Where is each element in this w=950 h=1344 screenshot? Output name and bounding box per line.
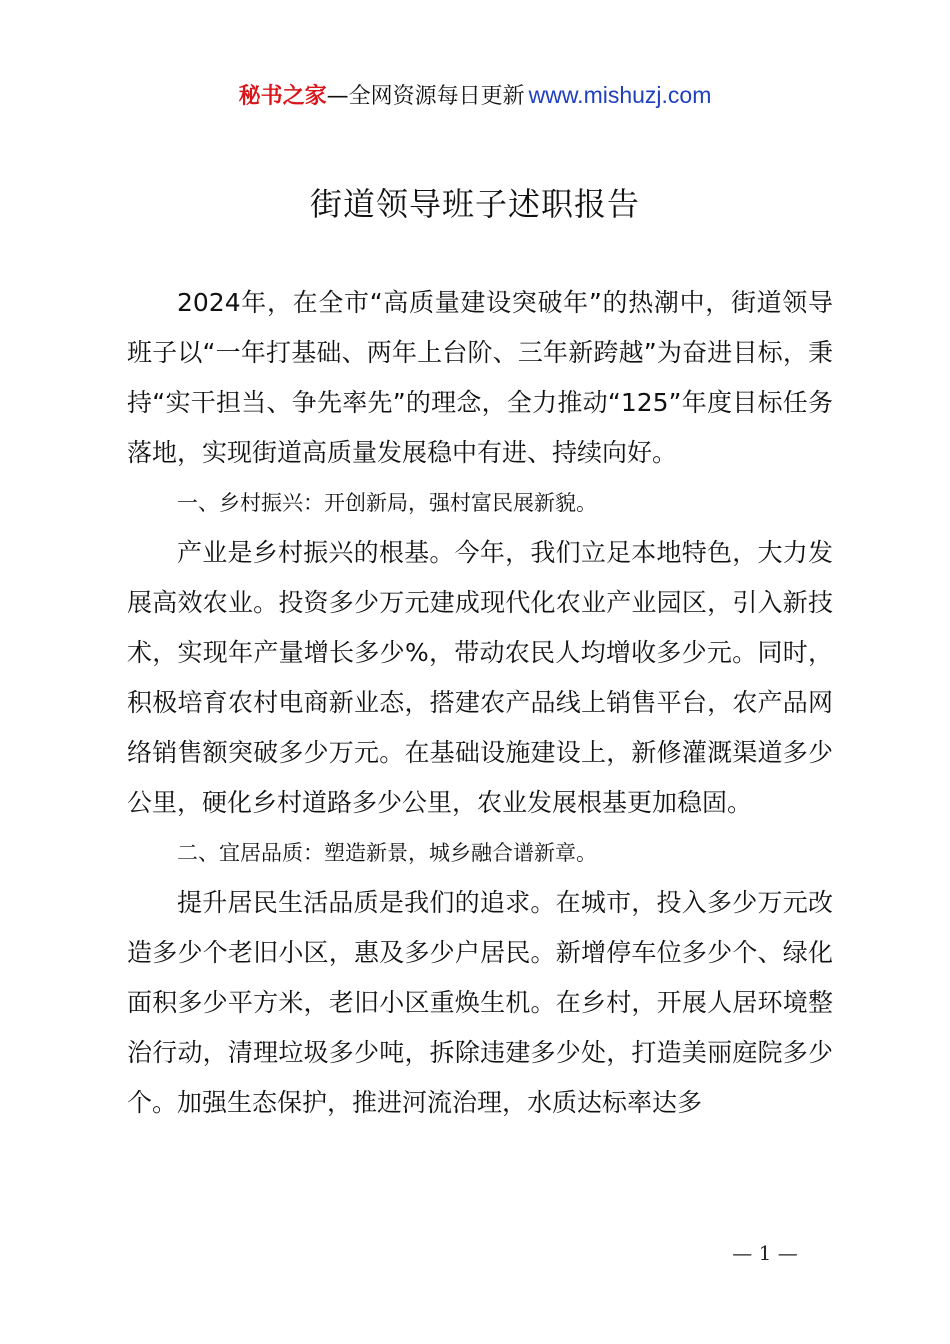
section-heading-livable-quality: 二、宜居品质：塑造新景，城乡融合谱新章。 — [177, 841, 597, 865]
header-tagline: —全网资源每日更新 — [326, 84, 525, 109]
livable-quality-paragraph: 提升居民生活品质是我们的追求。在城市，投入多少万元改造多少个老旧小区，惠及多少户居民。新增停车位多少个、绿化面积多少平方米，老旧小区重焕生机。在乡村，开展人居环境整治行动，清理垃圾多少吨，拆除违建多少处，打造美丽庭院多少个。加强生态保护，推进河流治理，水质达标率达多 — [127, 888, 833, 1117]
intro-paragraph: 2024年，在全市“高质量建设突破年”的热潮中，街道领导班子以“一年打基础、两年上台阶、三年新跨越”为奋进目标，秉持“实干担当、争先率先”的理念，全力推动“125”年度目标任务落地，实现街道高质量发展稳中有进、持续向好。 — [127, 288, 833, 467]
document-title: 街道领导班子述职报告 — [309, 185, 640, 223]
brand-name: 秘书之家 — [238, 84, 327, 109]
site-url-link[interactable]: www.mishuzj.com — [528, 82, 712, 108]
site-header — [0, 78, 950, 114]
page-number: — 1 — — [732, 1241, 798, 1265]
document-body — [127, 278, 833, 1128]
section-heading-rural-revitalization: 一、乡村振兴：开创新局，强村富民展新貌。 — [177, 491, 597, 515]
rural-revitalization-paragraph: 产业是乡村振兴的根基。今年，我们立足本地特色，大力发展高效农业。投资多少万元建成现代化农业产业园区，引入新技术，实现年产量增长多少%，带动农民人均增收多少元。同时，积极培育农村电商新业态，搭建农产品线上销售平台，农产品网络销售额突破多少万元。在基础设施建设上，新修灌溉渠道多少公里，硬化乡村道路多少公里，农业发展根基更加稳固。 — [127, 538, 833, 817]
